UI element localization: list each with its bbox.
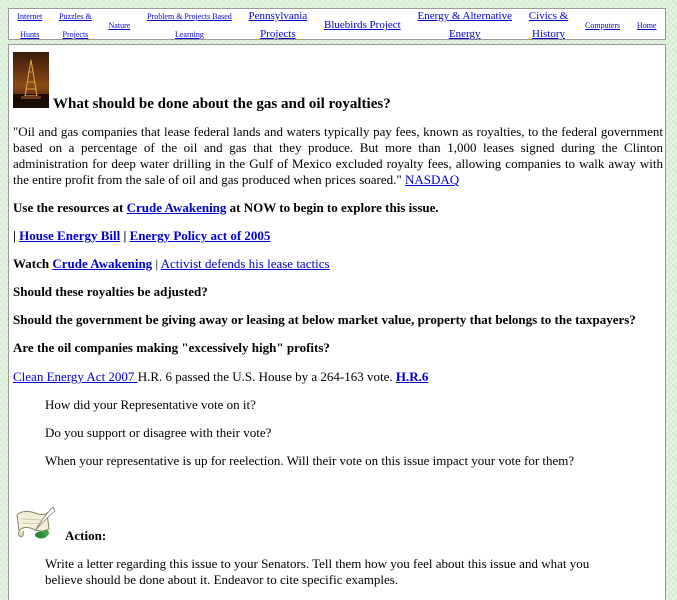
nav-link[interactable] xyxy=(585,21,620,30)
nav-link-label: Home xyxy=(636,21,657,31)
nav-link[interactable] xyxy=(109,21,131,30)
clean-energy-act-line xyxy=(13,369,663,385)
nav-link-label: Energy xyxy=(448,28,481,40)
nav-link-label: Internet xyxy=(17,12,43,22)
nav-link-label: Projects xyxy=(260,28,296,40)
oil-rig-image xyxy=(13,52,49,108)
nav-item xyxy=(249,6,308,42)
nav-link[interactable] xyxy=(418,10,513,40)
nav-item xyxy=(147,6,232,42)
watch-line xyxy=(13,256,663,272)
nav-link[interactable] xyxy=(249,10,308,40)
nav-item xyxy=(109,15,131,33)
question-profits: Are the oil companies making "excessively high" profits? xyxy=(13,340,330,355)
nav-link-label: Projects xyxy=(62,30,89,39)
main-content xyxy=(8,44,666,600)
nav-link[interactable] xyxy=(324,19,401,31)
royalty-quote xyxy=(13,124,663,188)
sub-question-reelection: When your representative is up for reelection. Will their vote on this issue impact your vote for them? xyxy=(45,453,575,468)
resources-line xyxy=(13,200,663,216)
nav-link-label: Computers xyxy=(585,21,621,31)
nav-link-label: Problem & Projects Based xyxy=(147,12,232,22)
nav-item xyxy=(418,6,513,42)
question-government: Should the government be giving away or leasing at below market value, property that belongs to the taxpayers? xyxy=(13,312,636,327)
separator: | xyxy=(152,256,161,271)
energy-policy-act-link[interactable]: Energy Policy act of 2005 xyxy=(129,228,271,243)
oil-rig-thumbnail xyxy=(13,52,49,113)
quote-text: "Oil and gas companies that lease federal lands and waters typically pay fees, known as royalties, to the federal government based on a percentage of the oil and gas that they produce. But more than 1,000 leases signed during the Clinton administration for deep water drilling in the Gulf of Mexico excluded royalty fees, allowing companies to walk away with the entire profit from the sale of oil and gas produced when prices soared." xyxy=(13,124,663,187)
nav-link[interactable] xyxy=(59,12,92,39)
separator: | xyxy=(13,228,16,243)
crude-awakening-now-link[interactable]: Crude Awakening xyxy=(126,200,227,215)
nav-link-label: Learning xyxy=(174,30,204,39)
action-text: Write a letter regarding this issue to your Senators. Tell them how you feel about this issue and what you believe should be done about it. Endeavor to cite specific examples. xyxy=(45,556,590,587)
nav-item xyxy=(529,6,568,42)
resources-post: at NOW to begin to explore this issue. xyxy=(226,200,439,215)
watch-label: Watch xyxy=(13,256,53,271)
nav-link-label: Energy & Alternative xyxy=(417,10,512,23)
top-nav-bar xyxy=(8,8,666,40)
activist-lease-tactics-link[interactable]: Activist defends his lease tactics xyxy=(160,256,330,271)
page-title: What should be done about the gas and oil royalties? xyxy=(53,96,391,112)
nav-link[interactable] xyxy=(637,21,657,30)
nav-link[interactable] xyxy=(529,10,568,40)
separator: | xyxy=(123,228,127,243)
nav-link[interactable] xyxy=(147,12,232,39)
crude-awakening-video-link[interactable]: Crude Awakening xyxy=(52,256,153,271)
nasdaq-link[interactable]: NASDAQ xyxy=(404,172,460,187)
sub-question-support: Do you support or disagree with their vote? xyxy=(45,425,272,440)
act-text: H.R. 6 passed the U.S. House by a 264-163 vote. xyxy=(137,369,396,384)
action-label: Action: xyxy=(65,528,107,543)
question-royalties: Should these royalties be adjusted? xyxy=(13,284,208,299)
nav-item xyxy=(17,6,42,42)
nav-link-label: Pennsylvania xyxy=(248,10,308,23)
nav-item xyxy=(585,15,620,33)
nav-link[interactable] xyxy=(17,12,42,39)
bills-line xyxy=(13,228,663,244)
nav-item xyxy=(637,15,657,33)
nav-link-label: Civics & xyxy=(528,10,569,23)
nav-link-label: Bluebirds Project xyxy=(324,19,401,32)
hr6-link[interactable]: H.R.6 xyxy=(395,369,429,384)
house-energy-bill-link[interactable]: House Energy Bill xyxy=(19,228,121,243)
quill-scroll-icon xyxy=(13,505,57,546)
nav-item xyxy=(324,15,401,33)
nav-link-label: Puzzles & xyxy=(59,12,92,22)
clean-energy-act-link[interactable]: Clean Energy Act 2007 xyxy=(13,369,138,384)
nav-item xyxy=(59,6,92,42)
sub-question-vote: How did your Representative vote on it? xyxy=(45,397,256,412)
nav-link-label: Nature xyxy=(108,21,131,31)
nav-link-label: Hunts xyxy=(20,30,40,39)
nav-link-label: History xyxy=(532,28,565,40)
resources-pre: Use the resources at xyxy=(13,200,127,215)
